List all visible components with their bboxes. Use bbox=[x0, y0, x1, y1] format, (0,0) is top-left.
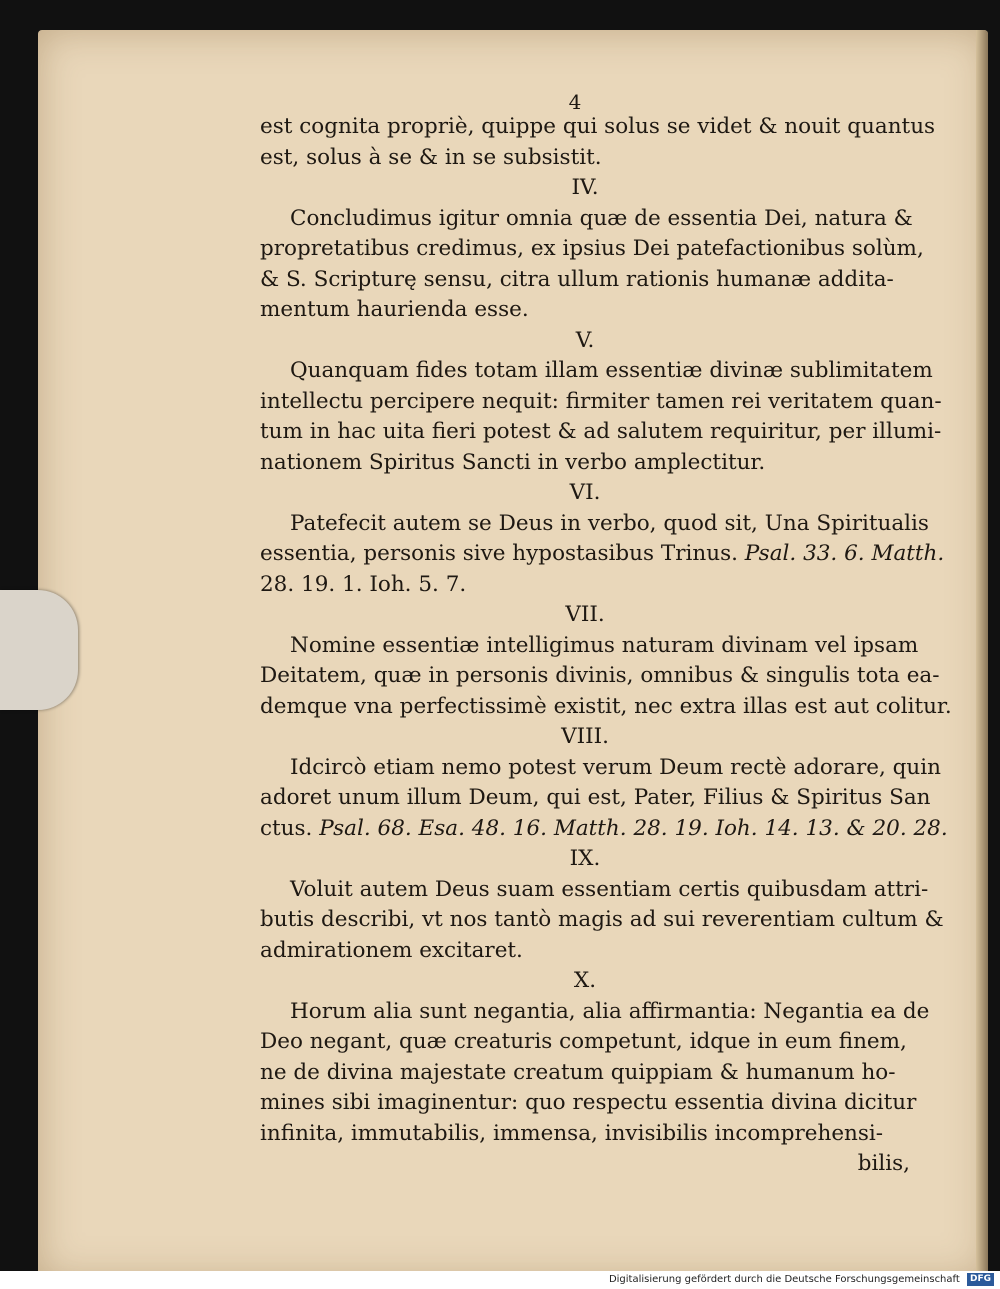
section-heading-x: X. bbox=[573, 968, 597, 993]
text-line: infinita, immutabilis, immensa, invisibilis incomprehensi- bbox=[260, 1120, 884, 1146]
text-line: ne de divina majestate creatum quippiam & humanum ho- bbox=[260, 1059, 896, 1085]
page-edge bbox=[976, 30, 988, 1280]
section-heading-viii: VIII. bbox=[561, 724, 609, 749]
page-number: 4 bbox=[568, 90, 582, 114]
section-heading-iv: IV. bbox=[571, 175, 599, 200]
paragraph-vii bbox=[260, 631, 952, 723]
paragraph-x bbox=[260, 997, 930, 1150]
footer-bar bbox=[0, 1271, 1000, 1289]
section-heading-ix: IX. bbox=[569, 846, 601, 871]
text-line: Concludimus igitur omnia quæ de essentia Dei, natura & bbox=[290, 205, 913, 231]
text-line: essentia, personis sive hypostasibus Trinus. Psal. 33. 6. Matth. bbox=[260, 541, 945, 566]
text-line: adoret unum illum Deum, qui est, Pater, Filius & Spiritus San bbox=[260, 785, 931, 810]
text-line: & S. Scripturę sensu, citra ullum rationis humanæ addita- bbox=[260, 266, 894, 292]
paragraph-iv bbox=[260, 204, 924, 326]
text-line: 28. 19. 1. Ioh. 5. 7. bbox=[260, 571, 467, 597]
paragraph-vi bbox=[260, 509, 945, 601]
text-line: Patefecit autem se Deus in verbo, quod sit, Una Spiritualis bbox=[290, 510, 929, 536]
text-line: Nomine essentiæ intelligimus naturam divinam vel ipsam bbox=[290, 632, 919, 658]
text-line: mentum haurienda esse. bbox=[260, 297, 529, 322]
page-text bbox=[260, 90, 952, 1180]
page-clip-tab bbox=[0, 590, 78, 710]
paragraph-continuation bbox=[260, 112, 936, 173]
text-line: propretatibus credimus, ex ipsius Dei patefactionibus solùm, bbox=[260, 236, 924, 261]
paragraph-viii bbox=[260, 753, 948, 845]
section-heading-vii: VII. bbox=[565, 602, 605, 627]
text-line: Deo negant, quæ creaturis competunt, idque in eum finem, bbox=[260, 1029, 907, 1054]
text-line: Idcircò etiam nemo potest verum Deum rectè adorare, quin bbox=[290, 754, 941, 780]
scripture-reference: Psal. 68. Esa. 48. 16. Matth. 28. 19. Ioh. 14. 13. & 20. 28. bbox=[319, 815, 948, 841]
dfg-logo: DFG bbox=[967, 1273, 994, 1286]
text-line: demque vna perfectissimè existit, nec extra illas est aut colitur. bbox=[260, 693, 952, 719]
text-line: mines sibi imaginentur: quo respectu essentia divina dicitur bbox=[260, 1090, 917, 1115]
text-line: Quanquam fides totam illam essentiæ divinæ sublimitatem bbox=[290, 358, 933, 383]
catchword: bilis, bbox=[857, 1151, 910, 1176]
text-line: Voluit autem Deus suam essentiam certis quibusdam attri- bbox=[290, 876, 929, 902]
text-line: intellectu percipere nequit: firmiter tamen rei veritatem quan- bbox=[260, 388, 942, 414]
text-line: Deitatem, quæ in personis divinis, omnibus & singulis tota ea- bbox=[260, 663, 940, 688]
text-line: admirationem excitaret. bbox=[260, 937, 523, 963]
section-heading-v: V. bbox=[575, 327, 595, 353]
text-line: ctus. Psal. 68. Esa. 48. 16. Matth. 28. 19. Ioh. 14. 13. & 20. 28. bbox=[260, 815, 948, 841]
text-line: nationem Spiritus Sancti in verbo amplectitur. bbox=[260, 449, 766, 475]
text-line: est, solus à se & in se subsistit. bbox=[260, 144, 602, 170]
text-line: est cognita propriè, quippe qui solus se videt & nouit quantus bbox=[260, 114, 936, 139]
section-heading-vi: VI. bbox=[569, 480, 601, 505]
paragraph-v bbox=[260, 356, 942, 478]
scripture-reference: Psal. 33. 6. Matth. bbox=[744, 541, 945, 566]
text-line: Horum alia sunt negantia, alia affirmantia: Negantia ea de bbox=[290, 998, 930, 1024]
text-line: tum in hac uita fieri potest & ad salutem requiritur, per illumi- bbox=[260, 419, 942, 444]
funding-credit: Digitalisierung gefördert durch die Deutsche Forschungsgemeinschaft bbox=[608, 1274, 960, 1285]
paragraph-ix bbox=[260, 875, 944, 967]
text-line: butis describi, vt nos tantò magis ad sui reverentiam cultum & bbox=[260, 907, 944, 932]
